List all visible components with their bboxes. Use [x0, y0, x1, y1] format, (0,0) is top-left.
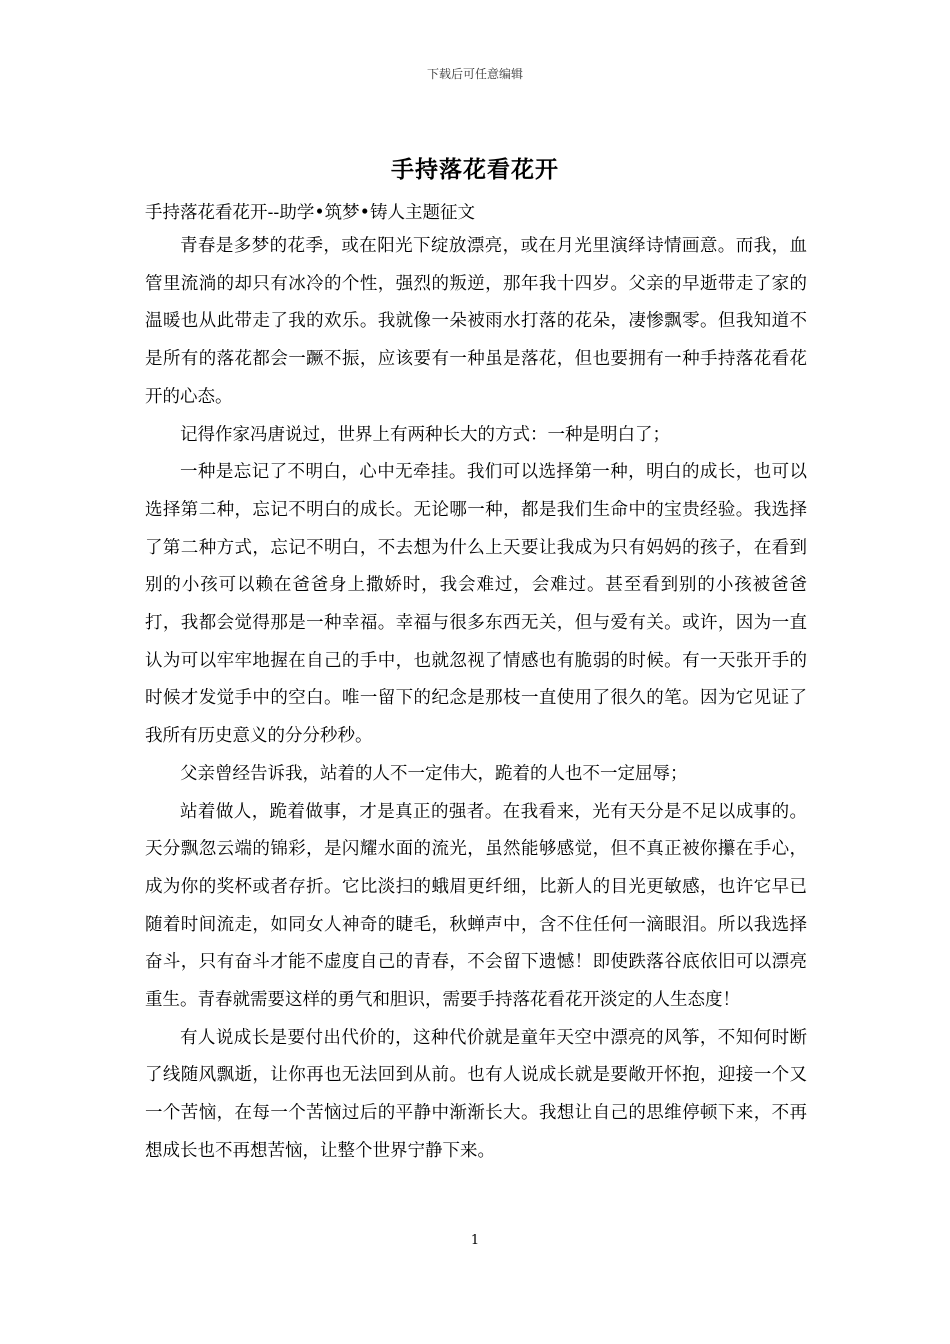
paragraph-3: 一种是忘记了不明白，心中无牵挂。我们可以选择第一种，明白的成长，也可以选择第二种，忘记不明白的成长。无论哪一种，都是我们生命中的宝贵经验。我选择了第二种方式，忘记不明白，不去想为什么上天要让我成为只有妈妈的孩子，在看到别的小孩可以赖在爸爸身上撒娇时，我会难过，会难过。甚至看到别的小孩被爸爸打，我都会觉得那是一种幸福。幸福与很多东西无关，但与爱有关。或许，因为一直认为可以牢牢地握在自己的手中，也就忽视了情感也有脆弱的时候。有一天张开手的时候才发觉手中的空白。唯一留下的纪念是那枝一直使用了很久的笔。因为它见证了我所有历史意义的分分秒秒。: [145, 462, 807, 747]
paragraph-4: 父亲曾经告诉我，站着的人不一定伟大，跪着的人也不一定屈辱；: [180, 763, 688, 784]
document-subtitle: 手持落花看花开--助学•筑梦•铸人主题征文: [145, 203, 475, 223]
paragraph-2: 记得作家冯唐说过，世界上有两种长大的方式：一种是明白了；: [180, 424, 670, 445]
page-header: 下载后可任意编辑: [426, 67, 523, 81]
page-number: 1: [470, 1233, 480, 1248]
paragraph-6: 有人说成长是要付出代价的，这种代价就是童年天空中漂亮的风筝，不知何时断了线随风飘逝，让你再也无法回到从前。也有人说成长就是要敞开怀抱，迎接一个又一个苦恼，在每一个苦恼过后的平静中渐渐长大。我想让自己的思维停顿下来，不再想成长也不再想苦恼，让整个世界宁静下来。: [145, 1027, 807, 1161]
paragraph-1: 青春是多梦的花季，或在阳光下绽放漂亮，或在月光里演绎诗情画意。而我，血管里流淌的却只有冰冷的个性，强烈的叛逆，那年我十四岁。父亲的早逝带走了家的温暖也从此带走了我的欢乐。我就像一朵被雨水打落的花朵，凄惨飘零。但我知道不是所有的落花都会一蹶不振，应该要有一种虽是落花，但也要拥有一种手持落花看花开的心态。: [145, 236, 807, 407]
document-body: [145, 198, 807, 1171]
document-title: 手持落花看花开: [391, 156, 559, 183]
paragraph-5: 站着做人，跪着做事，才是真正的强者。在我看来，光有天分是不足以成事的。天分飘忽云端的锦彩，是闪耀水面的流光，虽然能够感觉，但不真正被你攥在手心，成为你的奖杯或者存折。它比淡扫的蛾眉更纤细，比新人的目光更敏感，也许它早已随着时间流走，如同女人神奇的睫毛，秋蝉声中，含不住任何一滴眼泪。所以我选择奋斗，只有奋斗才能不虚度自己的青春，不会留下遗憾！即使跌落谷底依旧可以漂亮重生。青春就需要这样的勇气和胆识，需要手持落花看花开淡定的人生态度！: [145, 801, 807, 1011]
